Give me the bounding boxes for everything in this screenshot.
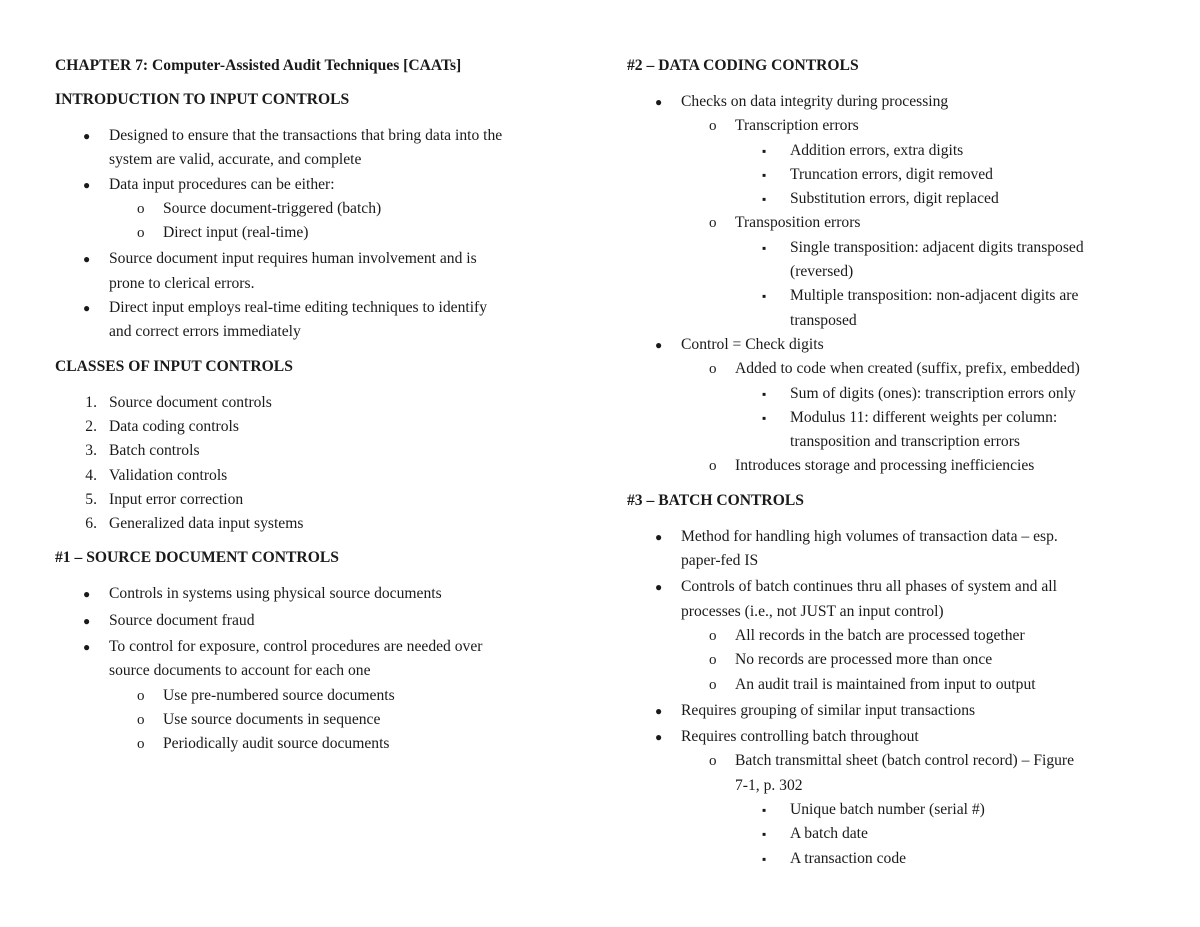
- circle-bullet-icon: o: [137, 711, 145, 728]
- left-column: [55, 54, 575, 757]
- list-item-continuation: processes (i.e., not JUST an input control): [681, 602, 944, 620]
- circle-bullet-icon: o: [137, 200, 145, 217]
- bullet-icon: ●: [655, 703, 663, 718]
- list-item: ● Method for handling high volumes of transaction data – esp.: [627, 525, 1157, 549]
- circle-bullet-icon: o: [709, 361, 717, 378]
- list-item-continuation: transposition and transcription errors: [790, 433, 1020, 451]
- list-item: ● Controls in systems using physical source documents: [55, 582, 575, 606]
- bullet-icon: ●: [83, 129, 91, 143]
- sub-list-item: o Transcription errors: [627, 114, 1157, 138]
- list-item-continuation: paper-fed IS: [681, 552, 759, 570]
- bullet-icon: ●: [83, 301, 91, 316]
- square-bullet-icon: ▪: [762, 827, 767, 842]
- square-bullet-icon: ▪: [762, 240, 767, 255]
- circle-bullet-icon: o: [709, 753, 717, 770]
- list-item: ● Controls of batch continues thru all phases of system and all: [627, 575, 1157, 599]
- sub-list-item: o Added to code when created (suffix, prefix, embedded): [627, 357, 1157, 381]
- bullet-icon: ●: [83, 177, 91, 192]
- square-bullet-icon: ▪: [762, 192, 767, 207]
- source-document-controls-heading: #1 – SOURCE DOCUMENT CONTROLS: [55, 549, 339, 567]
- sub-sub-list-item: ▪ Multiple transposition: non-adjacent digits are: [627, 284, 1157, 308]
- square-bullet-icon: ▪: [762, 143, 767, 158]
- sub-list-item: o Use pre-numbered source documents: [55, 684, 575, 708]
- list-item-continuation: (reversed): [790, 263, 854, 281]
- right-column: [627, 54, 1157, 871]
- list-item: ● To control for exposure, control procedures are needed over: [55, 635, 575, 659]
- square-bullet-icon: ▪: [762, 410, 767, 425]
- list-item: ● Requires grouping of similar input transactions: [627, 699, 1157, 723]
- bullet-icon: ●: [655, 95, 663, 109]
- bullet-icon: ●: [83, 252, 91, 267]
- sub-sub-list-item: ▪ A batch date: [627, 822, 1157, 846]
- sub-sub-list-item: ▪ A transaction code: [627, 847, 1157, 871]
- sub-list-item: o An audit trail is maintained from input to output: [627, 673, 1157, 697]
- square-bullet-icon: ▪: [762, 803, 767, 818]
- bullet-icon: ●: [655, 337, 663, 352]
- numbered-item: 1. Source document controls: [85, 393, 272, 411]
- circle-bullet-icon: o: [137, 225, 145, 242]
- square-bullet-icon: ▪: [762, 851, 767, 866]
- sub-list-item: o Source document-triggered (batch): [55, 197, 575, 221]
- bullet-icon: ●: [83, 613, 91, 628]
- square-bullet-icon: ▪: [762, 289, 767, 304]
- sub-sub-list-item: ▪ Unique batch number (serial #): [627, 798, 1157, 822]
- bullet-icon: ●: [83, 587, 91, 602]
- sub-list-item: o Direct input (real-time): [55, 221, 575, 245]
- square-bullet-icon: ▪: [762, 386, 767, 401]
- bullet-icon: ●: [655, 730, 663, 745]
- list-item: ● Designed to ensure that the transactions that bring data into the: [55, 124, 575, 148]
- bullet-icon: ●: [655, 529, 663, 544]
- numbered-item: 6. Generalized data input systems: [85, 515, 304, 533]
- list-item-continuation: source documents to account for each one: [109, 662, 371, 680]
- bullet-icon: ●: [655, 580, 663, 595]
- numbered-item: 3. Batch controls: [85, 442, 200, 460]
- sub-list-item: o Batch transmittal sheet (batch control record) – Figure: [627, 749, 1157, 773]
- sub-list-item: o Introduces storage and processing inefficiencies: [627, 454, 1157, 478]
- circle-bullet-icon: o: [709, 676, 717, 693]
- numbered-item: 5. Input error correction: [85, 490, 244, 508]
- circle-bullet-icon: o: [709, 627, 717, 644]
- list-item: ● Source document input requires human involvement and is: [55, 247, 575, 271]
- list-item: ● Data input procedures can be either:: [55, 173, 575, 197]
- sub-sub-list-item: ▪ Sum of digits (ones): transcription errors only: [627, 382, 1157, 406]
- numbered-item: 2. Data coding controls: [85, 417, 239, 435]
- square-bullet-icon: ▪: [762, 167, 767, 182]
- list-item-continuation: 7-1, p. 302: [735, 776, 803, 794]
- list-item: ● Checks on data integrity during processing: [627, 90, 1157, 114]
- list-item: ● Source document fraud: [55, 609, 575, 633]
- sub-sub-list-item: ▪ Substitution errors, digit replaced: [627, 187, 1157, 211]
- list-item-continuation: system are valid, accurate, and complete: [109, 151, 362, 169]
- sub-list-item: o All records in the batch are processed together: [627, 624, 1157, 648]
- list-item: ● Direct input employs real-time editing techniques to identify: [55, 296, 575, 320]
- sub-sub-list-item: ▪ Single transposition: adjacent digits transposed: [627, 236, 1157, 260]
- data-coding-controls-heading: #2 – DATA CODING CONTROLS: [627, 57, 859, 74]
- sub-sub-list-item: ▪ Modulus 11: different weights per column:: [627, 406, 1157, 430]
- classes-heading: CLASSES OF INPUT CONTROLS: [55, 357, 293, 375]
- sub-sub-list-item: ▪ Addition errors, extra digits: [627, 139, 1157, 163]
- chapter-title: CHAPTER 7: Computer-Assisted Audit Techniques [CAATs]: [55, 57, 462, 74]
- circle-bullet-icon: o: [709, 458, 717, 475]
- bullet-icon: ●: [83, 640, 91, 655]
- circle-bullet-icon: o: [137, 687, 145, 704]
- sub-sub-list-item: ▪ Truncation errors, digit removed: [627, 163, 1157, 187]
- circle-bullet-icon: o: [137, 736, 145, 753]
- batch-controls-heading: #3 – BATCH CONTROLS: [627, 491, 804, 509]
- list-item-continuation: and correct errors immediately: [109, 323, 301, 341]
- numbered-item: 4. Validation controls: [85, 466, 228, 484]
- list-item: ● Control = Check digits: [627, 333, 1157, 357]
- list-item-continuation: transposed: [790, 311, 857, 329]
- sub-list-item: o No records are processed more than once: [627, 648, 1157, 672]
- circle-bullet-icon: o: [709, 118, 717, 135]
- sub-list-item: o Use source documents in sequence: [55, 708, 575, 732]
- list-item: ● Requires controlling batch throughout: [627, 725, 1157, 749]
- sub-list-item: o Periodically audit source documents: [55, 732, 575, 756]
- list-item-continuation: prone to clerical errors.: [109, 274, 255, 292]
- intro-heading: INTRODUCTION TO INPUT CONTROLS: [55, 91, 350, 108]
- sub-list-item: o Transposition errors: [627, 211, 1157, 235]
- circle-bullet-icon: o: [709, 215, 717, 232]
- circle-bullet-icon: o: [709, 652, 717, 669]
